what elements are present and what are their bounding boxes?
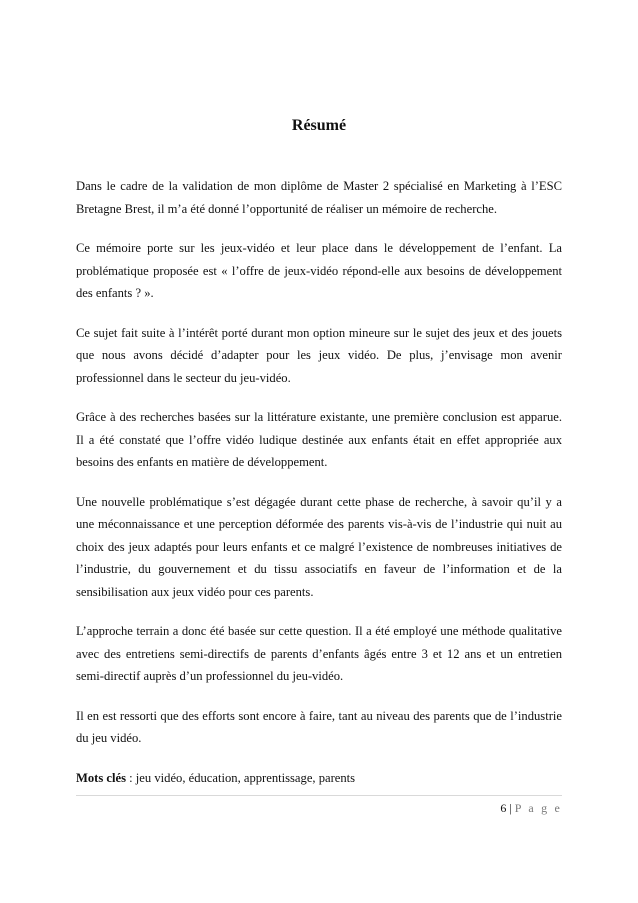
keywords-line	[76, 767, 562, 790]
document-body	[76, 175, 562, 806]
paragraph: Ce mémoire porte sur les jeux-vidéo et leur place dans le développement de l’enfant. La problématique proposée est « l’offre de jeux-vidéo répond-elle aux besoins de développement des enfants ? ».	[76, 241, 562, 300]
paragraph: L’approche terrain a donc été basée sur cette question. Il a été employé une méthode qualitative avec des entretiens semi-directifs de parents d’enfants âgés entre 3 et 12 ans et un entretien semi-directif auprès d’un professionnel du jeu-vidéo.	[76, 624, 562, 683]
paragraph: Une nouvelle problématique s’est dégagée durant cette phase de recherche, à savoir qu’il y a une méconnaissance et une perception déformée des parents vis-à-vis de l’industrie qui nuit au choix des jeux adaptés pour leurs enfants et ce malgré l’existence de nombreuses initiatives de l’industrie, du gouvernement et du tissu associatifs en faveur de l’information et de la sensibilisation aux jeux vidéo pour ces parents.	[76, 494, 562, 599]
keywords-label: Mots clés	[76, 770, 127, 785]
page-footer	[500, 800, 562, 816]
paragraph: Ce sujet fait suite à l’intérêt porté durant mon option mineure sur le sujet des jeux et des jouets que nous avons décidé d’adapter pour les jeux vidéo. De plus, j’envisage mon avenir professionnel dans le secteur du jeu-vidéo.	[76, 325, 562, 385]
footer-separator: |	[506, 801, 515, 815]
footer-divider	[76, 795, 562, 796]
page-title: Résumé	[291, 117, 347, 134]
keywords-text: : jeu vidéo, éducation, apprentissage, parents	[126, 770, 356, 785]
page-number: 6	[500, 801, 507, 815]
page-label: P a g e	[514, 801, 562, 815]
paragraph: Dans le cadre de la validation de mon diplôme de Master 2 spécialisé en Marketing à l’ESC Bretagne Brest, il m’a été donné l’opportunité de réaliser un mémoire de recherche.	[76, 179, 562, 216]
paragraph: Grâce à des recherches basées sur la littérature existante, une première conclusion est apparue. Il a été constaté que l’offre vidéo ludique destinée aux enfants était en effet appropriée aux besoins des enfants en matière de développement.	[76, 410, 562, 469]
paragraph: Il en est ressorti que des efforts sont encore à faire, tant au niveau des parents que de l’industrie du jeu vidéo.	[76, 708, 562, 745]
